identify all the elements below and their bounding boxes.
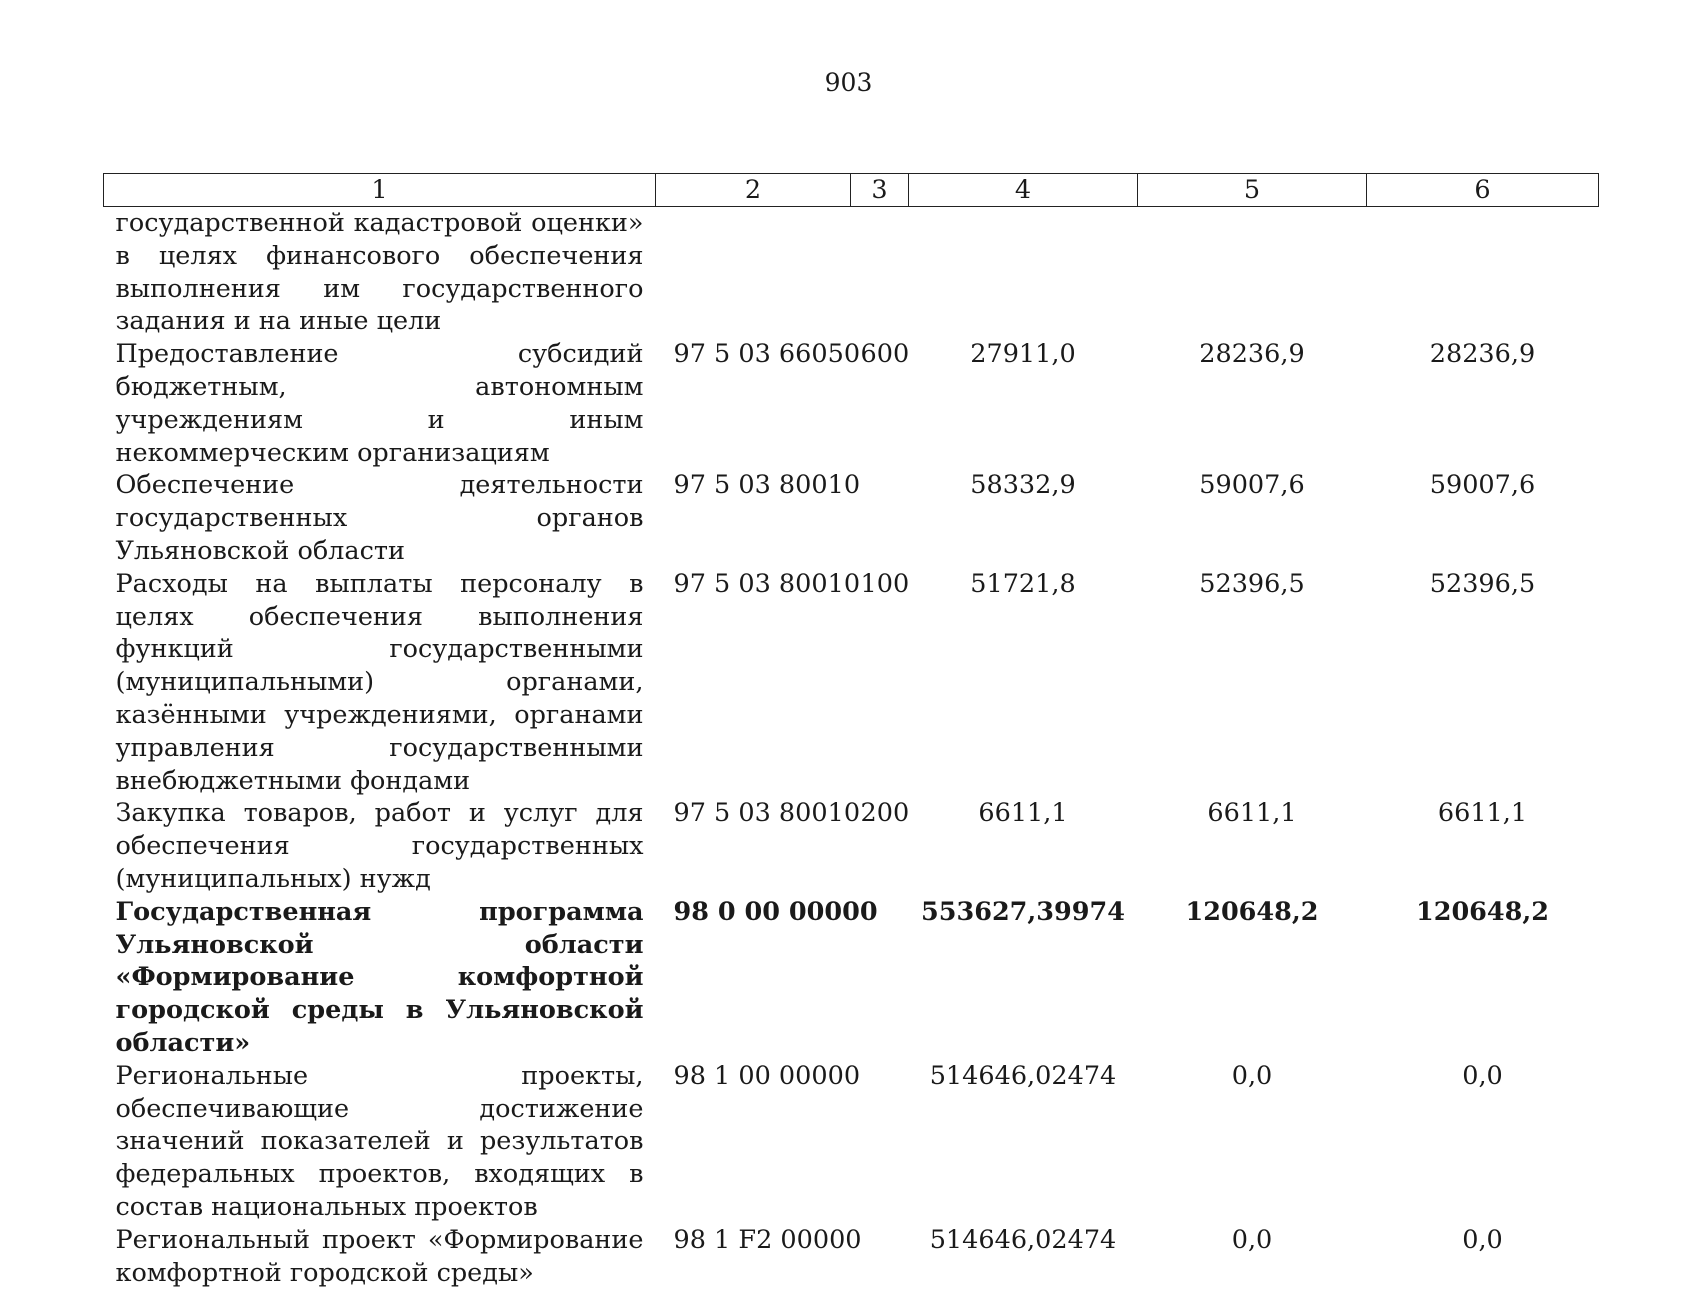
row-value-col4: 514646,02474 xyxy=(909,1224,1138,1289)
row-value-col4: 553627,39974 xyxy=(909,896,1138,1060)
row-value-col5: 59007,6 xyxy=(1138,469,1367,567)
row-value-col5: 6611,1 xyxy=(1138,797,1367,895)
row-value-col6: 28236,9 xyxy=(1367,338,1599,469)
header-col-2: 2 xyxy=(656,174,851,207)
table-row xyxy=(104,338,1599,469)
table-header xyxy=(104,174,1599,207)
row-name: Обеспечение деятельности государственных органов Ульяновской области xyxy=(104,469,656,567)
row-value-col5: 52396,5 xyxy=(1138,568,1367,798)
header-col-5: 5 xyxy=(1138,174,1367,207)
table-row xyxy=(104,568,1599,798)
row-expense-type: 600 xyxy=(851,338,909,469)
row-value-col6 xyxy=(1367,207,1599,339)
table-row xyxy=(104,1224,1599,1289)
row-value-col4: 514646,02474 xyxy=(909,1060,1138,1224)
row-name: Региональный проект «Формирование комфортной городской среды» xyxy=(104,1224,656,1289)
row-value-col6: 6611,1 xyxy=(1367,797,1599,895)
row-name: Закупка товаров, работ и услуг для обеспечения государственных (муниципальных) нужд xyxy=(104,797,656,895)
row-value-col5: 0,0 xyxy=(1138,1060,1367,1224)
row-value-col6: 120648,2 xyxy=(1367,896,1599,1060)
table-row xyxy=(104,1060,1599,1224)
header-col-1: 1 xyxy=(104,174,656,207)
row-value-col4: 6611,1 xyxy=(909,797,1138,895)
row-value-col5: 0,0 xyxy=(1138,1224,1367,1289)
row-name: Предоставление субсидий бюджетным, автономным учреждениям и иным некоммерческим организациям xyxy=(104,338,656,469)
row-value-col5: 120648,2 xyxy=(1138,896,1367,1060)
row-value-col4: 58332,9 xyxy=(909,469,1138,567)
row-code: 98 0 00 00000 xyxy=(656,896,851,1060)
table-row xyxy=(104,207,1599,339)
row-value-col4: 51721,8 xyxy=(909,568,1138,798)
row-code: 98 1 00 00000 xyxy=(656,1060,851,1224)
row-value-col6: 0,0 xyxy=(1367,1224,1599,1289)
row-value-col4: 27911,0 xyxy=(909,338,1138,469)
row-code: 98 1 F2 00000 xyxy=(656,1224,851,1289)
row-name: Региональные проекты, обеспечивающие достижение значений показателей и результатов федеральных проектов, входящих в состав национальных проектов xyxy=(104,1060,656,1224)
row-expense-type xyxy=(851,207,909,339)
row-expense-type: 200 xyxy=(851,797,909,895)
header-col-6: 6 xyxy=(1367,174,1599,207)
table-row xyxy=(104,797,1599,895)
table-row xyxy=(104,469,1599,567)
row-code: 97 5 03 80010 xyxy=(656,797,851,895)
row-value-col6: 0,0 xyxy=(1367,1060,1599,1224)
header-col-4: 4 xyxy=(909,174,1138,207)
row-value-col6: 52396,5 xyxy=(1367,568,1599,798)
table-row-program xyxy=(104,896,1599,1060)
row-code: 97 5 03 66050 xyxy=(656,338,851,469)
row-expense-type: 100 xyxy=(851,568,909,798)
row-value-col4 xyxy=(909,207,1138,339)
budget-table xyxy=(103,173,1599,1289)
header-col-3: 3 xyxy=(851,174,909,207)
row-value-col6: 59007,6 xyxy=(1367,469,1599,567)
row-name: Расходы на выплаты персоналу в целях обеспечения выполнения функций государственными (муниципальными) органами, казёнными учреждениями, органами управления государственными внебюджетными фондами xyxy=(104,568,656,798)
row-code: 97 5 03 80010 xyxy=(656,469,851,567)
row-name: государственной кадастровой оценки» в целях финансового обеспечения выполнения им государственного задания и на иные цели xyxy=(104,207,656,339)
row-value-col5 xyxy=(1138,207,1367,339)
table-body xyxy=(104,207,1599,1289)
row-value-col5: 28236,9 xyxy=(1138,338,1367,469)
row-code xyxy=(656,207,851,339)
row-code: 97 5 03 80010 xyxy=(656,568,851,798)
page-number: 903 xyxy=(0,68,1697,97)
row-name: Государственная программа Ульяновской области «Формирование комфортной городской среды в Ульяновской области» xyxy=(104,896,656,1060)
